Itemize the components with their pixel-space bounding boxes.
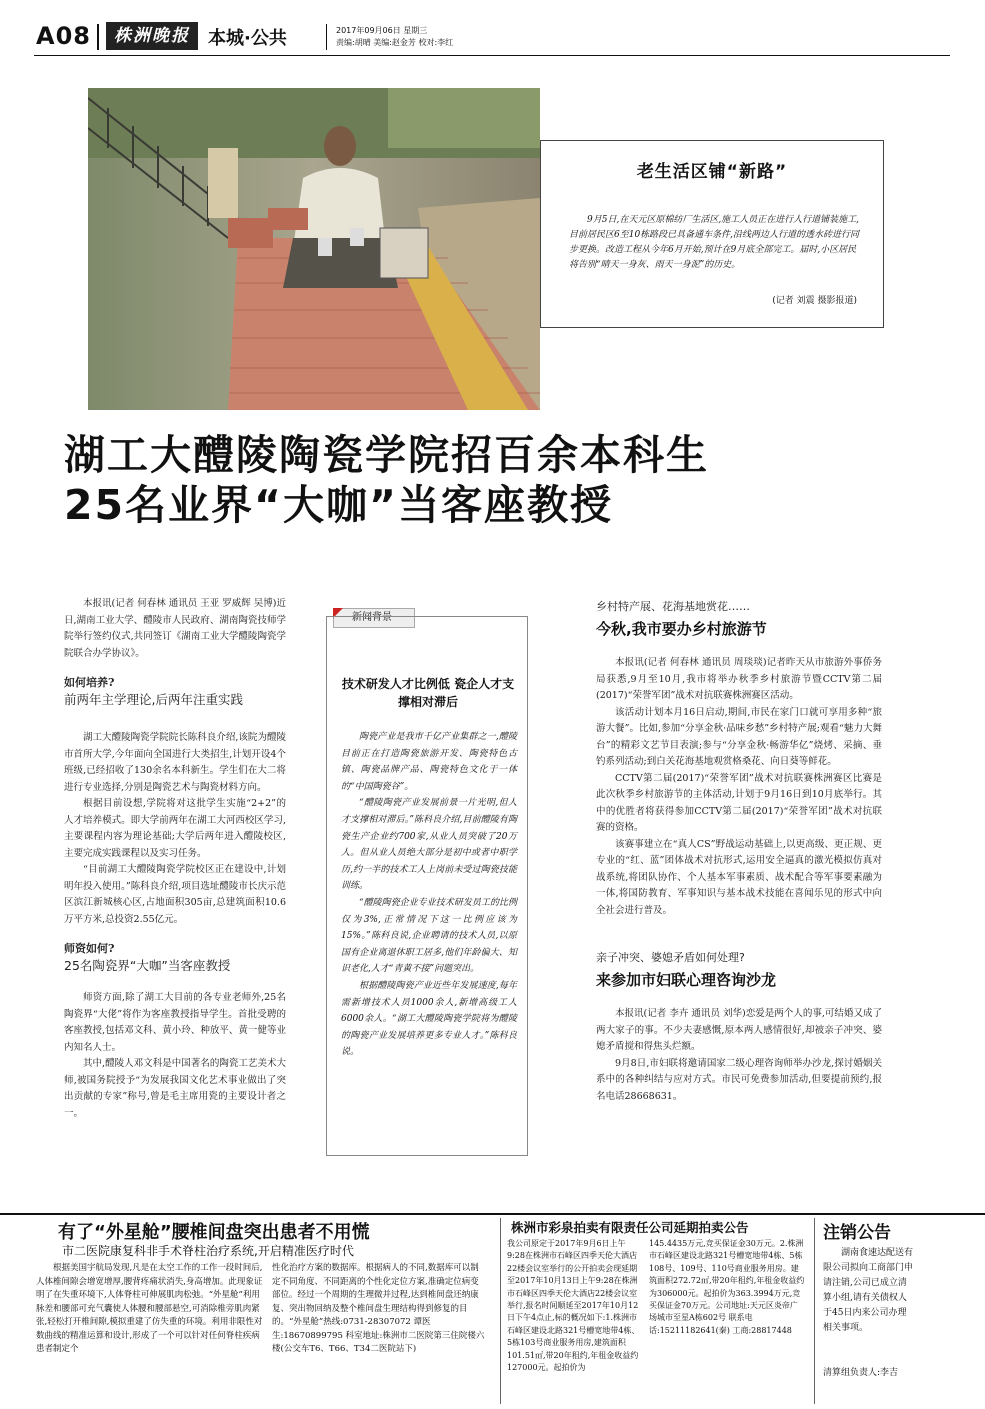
notice-title: 株洲市彩泉拍卖有限责任公司延期拍卖公告 xyxy=(511,1220,749,1235)
right-column xyxy=(596,598,882,1105)
masthead-divider xyxy=(97,24,99,50)
subhead-question: 师资如何? xyxy=(64,942,115,955)
photo-worker-paving xyxy=(88,88,540,410)
paragraph: “醴陵陶瓷企业专业技术研发员工的比例仅为3%,正常情况下这一比例应该为15%。”陈科良说,企业聘请的技术人员,以原国有企业离退休职工居多,他们年龄偏大、知识老化,人才“青黄不接”问题突出。 xyxy=(341,897,517,975)
photo-caption-box xyxy=(540,140,884,328)
paragraph: 陶瓷产业是我市千亿产业集群之一,醴陵目前正在打造陶瓷旅游开发、陶瓷特色古镇、陶瓷品牌产品、陶瓷特色文化于一体的“中国陶瓷谷”。 xyxy=(341,732,517,792)
subhead-question: 如何培养? xyxy=(64,676,115,689)
story-kicker: 亲子冲突、婆媳矛盾如何处理? xyxy=(596,951,745,964)
paragraph: 其中,醴陵人邓文科是中国著名的陶瓷工艺美术大师,被国务院授予“为发展我国文化艺术事业做出了突出贡献的专家”称号,曾是毛主席用瓷的主要设计者之一。 xyxy=(64,1058,286,1119)
notice-signature: 清算组负责人:李吉 xyxy=(823,1368,899,1378)
paragraph: 湖工大醴陵陶瓷学院院长陈科良介绍,该院为醴陵市首所大学,今年面向全国进行大类招生,计划开设4个班级,已经招收了130余名本科新生。学生们在大二将进行专业选择,分别是陶瓷艺术与陶瓷材料方向。 xyxy=(64,732,286,793)
story-lead: 本报讯(记者 何春林 通讯员 王亚 罗威辉 吴博)近日,湖南工业大学、醴陵市人民政府、湖南陶瓷技师学院举行签约仪式,共同签订《湖南工业大学醴陵陶瓷学院联合办学协议》。 xyxy=(64,598,287,659)
headline-line-2: 25名业界“大咖”当客座教授 xyxy=(64,481,613,529)
story-headline: 今秋,我市要办乡村旅游节 xyxy=(596,620,767,638)
editor-credits: 责编:胡晴 美编:赵金芳 校对:李红 xyxy=(336,38,454,47)
story-kicker: 乡村特产展、花海基地赏花…… xyxy=(596,600,750,613)
page-number: A08 xyxy=(36,22,91,50)
notice-body: 145.4435万元,竞买保证金30万元。2.株洲市石峰区建设北路321号槽宽地带4栋、5栋108号、109号、110号商业服务用房。建筑面积272.72㎡,带20年租约,年租金收益约为306000元。起拍价为363.3994万元,竞买保证金70万元。公司地址:天元区炎帝广场城市至星A栋602号 联系电话:15211182641(秦) 工商:28817448 xyxy=(649,1239,805,1335)
ad-subtitle: 市二医院康复科非手术脊柱治疗系统,开启精准医疗时代 xyxy=(62,1244,354,1258)
paragraph: 该活动计划本月16日启动,期间,市民在家门口就可享用多种“旅游大餐”。比如,参加“分享金秋·品味乡愁”乡村特产展;观看“魅力大舞台”的精彩文艺节目表演;参与“分享金秋·畅游华亿”烧烤、采摘、垂钓系列活动;到白关花海基地观赏格桑花、向日葵等鲜花。 xyxy=(596,706,882,767)
headline-line-1: 湖工大醴陵陶瓷学院招百余本科生 xyxy=(64,431,709,479)
paragraph: 本报讯(记者 李卉 通讯员 刘华)恋爱是两个人的事,可结婚又成了两大家子的事。不少夫妻感慨,原本两人感情很好,却被亲子冲突、婆媳矛盾搅和得焦头烂额。 xyxy=(596,1008,882,1052)
paragraph: 9月8日,市妇联将邀请国家二级心理咨询师举办沙龙,探讨婚姻关系中的各种纠结与应对方式。市民可免费参加活动,但要提前预约,报名电话28668631。 xyxy=(596,1057,882,1102)
notice-body: 我公司原定于2017年9月6日上午9:28在株洲市石峰区四季天伦大酒店22楼会议室举行的公开拍卖会现延期至2017年10月13日上午9:28在株洲市石峰区四季天伦大酒店22楼会议室举行,报名时间顺延至2017年10月12日下午4点止,标的概况如下:1.株洲市石峰区建设北路321号槽宽地带4栋、5栋103号商业服务用房,建筑面积101.51㎡,带20年租约,年租金收益约127000元。起拍价为 xyxy=(507,1239,640,1373)
paragraph: “目前湖工大醴陵陶瓷学院校区正在建设中,计划明年投入使用。”陈科良介绍,项目选址醴陵市长庆示范区滨江新城核心区,占地面积305亩,总建筑面积10.6万平方米,总投资2.55亿元。 xyxy=(64,864,286,925)
main-story xyxy=(64,596,286,1122)
sidebar-body xyxy=(341,729,517,1061)
paragraph: 师资方面,除了湖工大目前的各专业老师外,25名陶瓷界“大佬”将作为客座教授指导学生。首批受聘的客座教授,包括邓文科、黄小玲、种放平、黄一健等业内知名人士。 xyxy=(64,992,286,1053)
paragraph: 根据目前设想,学院将对这批学生实施“2+2”的人才培养模式。即大学前两年在湖工大河西校区学习,主要课程内容为理论基础;大学后两年进入醴陵校区,主要完成实践课程以及实习任务。 xyxy=(64,798,286,859)
paragraph: 该赛事建立在“真人CS”野战运动基础上,以更高级、更正规、更专业的“红、蓝”团体战术对抗形式,运用安全逼真的激光模拟仿真对战系统,将团队协作、个人基本军事素质、战术配合等军事要素融为一体,将国防教育、军事知识与基本战术技能在喜闻乐见的形式中向全社会进行普及。 xyxy=(596,838,882,916)
ad-body: 性化治疗方案的数据库。根据病人的不同,数据库可以制定不同角度、不同距离的个性化定位方案,准确定位病变部位。经过一个周期的生理微并过程,达到椎间盘还纳康复、突出物回纳及整个椎间盘生理结构得到修复的目的。“外星舱”热线:0731-28307072 谭医生:18670899795 科室地址:株洲市二医院第三住院楼六楼(公交车T6、T66、T34二医院站下) xyxy=(272,1263,485,1354)
news-background-tag: 新闻背景 xyxy=(333,608,415,628)
caption-title: 老生活区铺“新路” xyxy=(636,162,788,182)
story-counseling xyxy=(596,949,882,1105)
sidebar-title: 技术研发人才比例低 瓷企人才支撑相对滞后 xyxy=(341,677,515,709)
masthead-divider xyxy=(326,24,327,50)
section-title: 本城·公共 xyxy=(208,28,287,49)
story-tourism xyxy=(596,598,882,919)
caption-body: 9月5日,在天元区原棉纺厂生活区,施工人员正在进行人行道铺装施工,目前居民区6至10栋路段已具备通车条件,沿线两边人行道的透水砖进行同步更换。改造工程从今年6月开始,预计在9月底全部完工。届时,小区居民将告别“晴天一身灰、雨天一身泥”的历史。 xyxy=(569,215,860,270)
paragraph: 根据醴陵陶瓷产业近些年发展速度,每年需新增技术人员1000余人,新增高级工人6000余人。“湖工大醴陵陶瓷学院将为醴陵的陶瓷产业发展培养更多专业人才。”陈科良说。 xyxy=(341,980,517,1058)
subhead: 25名陶瓷界“大咖”当客座教授 xyxy=(64,958,231,973)
cancellation-notice xyxy=(814,1218,918,1404)
masthead xyxy=(0,0,985,58)
notice-title: 注销公告 xyxy=(823,1223,891,1243)
background-sidebar xyxy=(326,616,528,1156)
story-headline: 来参加市妇联心理咨询沙龙 xyxy=(596,971,777,989)
paragraph: CCTV第二届(2017)“荣誉军团”战术对抗联赛株洲赛区比赛是此次秋季乡村旅游节的主体活动,计划于9月16日到10月底举行。其中的优胜者将获得参加CCTV第二届(2017)“荣誉军团”战术对抗联赛的资格。 xyxy=(596,772,882,833)
paper-logo: 株洲晚报 xyxy=(106,22,198,50)
notice-body: 湖南食速达配送有限公司拟向工商部门申请注销,公司已成立清算小组,请有关债权人于45日内来公司办理相关事项。 xyxy=(823,1248,914,1333)
medical-ad xyxy=(26,1218,488,1404)
ad-title: 有了“外星舱”腰椎间盘突出患者不用慌 xyxy=(58,1222,370,1243)
news-photo xyxy=(88,88,540,410)
masthead-rule xyxy=(34,55,950,56)
main-headline xyxy=(64,430,934,530)
auction-notice xyxy=(500,1218,808,1404)
caption-credit: (记者 刘震 摄影报道) xyxy=(772,296,857,306)
issue-date: 2017年09月06日 星期三 xyxy=(336,26,428,35)
subhead: 前两年主学理论,后两年注重实践 xyxy=(64,692,243,707)
ad-body: 根据美国宇航局发现,凡是在太空工作的工作一段时间后,人体椎间隙会增宽增厚,腰背疼痛状消失,身高增加。此现象证明了在失重环境下,人体脊柱可伸展肌肉松弛。“外星舱”利用脉差和腰部可充气囊使人体腰和腰部悬空,可消除椎旁肌肉紧张,轻松打开椎间隙,模拟重建了仿失重的环境。利用非限性对数曲线的精准运算和设计,形成了一个可以针对任何脊柱疾病患者制定个 xyxy=(36,1263,263,1354)
paragraph: 本报讯(记者 何春林 通讯员 周琰琰)记者昨天从市旅游外事侨务局获悉,9月至10月,我市将举办秋季乡村旅游节暨CCTV第二届(2017)“荣誉军团”战术对抗联赛株洲赛区活动。 xyxy=(596,657,882,701)
ad-section-rule xyxy=(0,1213,985,1215)
paragraph: “醴陵陶瓷产业发展前景一片光明,但人才支撑相对滞后。”陈科良介绍,目前醴陵有陶瓷生产企业约700家,从业人员突破了20万人。但从业人员绝大部分是初中或者中职学历,约一半的技术工人上岗前未受过陶瓷技能训练。 xyxy=(341,798,517,892)
